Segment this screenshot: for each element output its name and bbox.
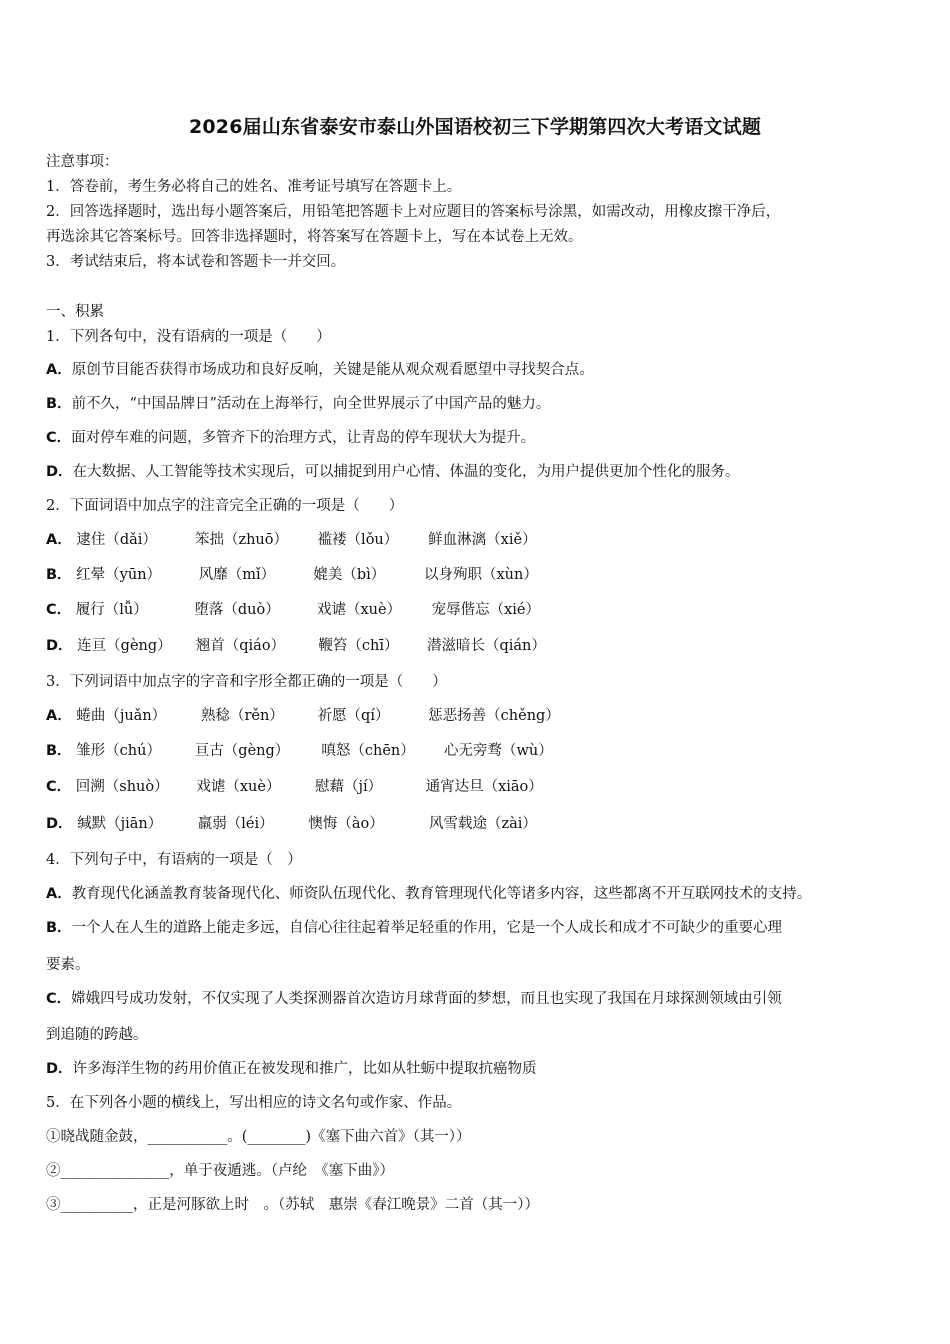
- word: 履行（lǚ）: [75, 602, 148, 618]
- q3-option-c: [46, 777, 543, 797]
- option-label: D．: [46, 464, 73, 480]
- word: 祈愿（qí）: [317, 708, 390, 724]
- question-4-stem: 4．下列句子中，有语病的一项是（ ）: [46, 852, 302, 868]
- option-label: A．: [46, 886, 72, 902]
- option-label: D．: [46, 1061, 73, 1077]
- word: 风靡（mǐ）: [198, 567, 276, 583]
- notice-item-2-cont: 再选涂其它答案标号。回答非选择题时，将答案写在答题卡上，写在本试卷上无效。: [46, 229, 583, 245]
- option-text: 一个人在人生的道路上能走多远，自信心往往起着举足轻重的作用，它是一个人成长和成才不可缺少的重要心理: [71, 920, 783, 936]
- question-5-stem: 5．在下列各小题的横线上，写出相应的诗文名句或作家、作品。: [46, 1095, 462, 1111]
- q1-option-c: [46, 428, 535, 448]
- word: 逮住（dǎi）: [76, 532, 157, 548]
- option-text: 嫦娥四号成功发射，不仅实现了人类探测器首次造访月球背面的梦想，而且也实现了我国在月球探测领域由引领: [71, 991, 782, 1007]
- q4-option-b: [46, 918, 782, 938]
- q4-option-c-cont: 到追随的跨越。: [46, 1027, 148, 1043]
- option-label: C．: [46, 991, 72, 1007]
- notice-item-1: 1．答卷前，考生务必将自己的姓名、准考证号填写在答题卡上。: [46, 179, 462, 195]
- option-text: 许多海洋生物的药用价值正在被发现和推广，比如从牡蛎中提取抗癌物质: [72, 1061, 537, 1077]
- option-text: 前不久，“中国品牌日”活动在上海举行，向全世界展示了中国产品的魅力。: [71, 396, 551, 412]
- question-2-stem: 2．下面词语中加点字的注音完全正确的一项是（ ）: [46, 498, 404, 514]
- word: 慰藉（jí）: [314, 779, 383, 795]
- q3-option-b: [46, 741, 553, 761]
- option-label: D．: [46, 816, 73, 832]
- q1-option-d: [46, 462, 740, 482]
- q2-option-c: [46, 600, 540, 620]
- q2-option-d: [46, 636, 546, 656]
- word: 翘首（qiáo）: [195, 638, 286, 654]
- word: 回溯（shuò）: [75, 779, 169, 795]
- section-heading: 一、积累: [46, 304, 104, 320]
- option-label: B．: [46, 920, 72, 936]
- notice-item-3: 3．考试结束后，将本试卷和答题卡一并交回。: [46, 254, 346, 270]
- word: 连亘（gèng）: [77, 638, 172, 654]
- option-text: 面对停车难的问题，多管齐下的治理方式，让青岛的停车现状大为提升。: [71, 430, 536, 446]
- option-label: C．: [46, 779, 72, 795]
- notice-heading: 注意事项：: [46, 154, 119, 170]
- word: 亘古（gèng）: [194, 743, 290, 759]
- option-label: A．: [46, 708, 72, 724]
- q2-option-b: [46, 565, 538, 585]
- option-label: B．: [46, 396, 72, 412]
- option-label: A．: [46, 362, 72, 378]
- word: 鞭笞（chī）: [318, 638, 399, 654]
- q4-option-a: [46, 884, 811, 904]
- word: 宠辱偕忘（xié）: [431, 602, 540, 618]
- word: 褴褛（lǒu）: [317, 532, 399, 548]
- option-label: A．: [46, 532, 72, 548]
- word: 戏谑（xuè）: [196, 779, 281, 795]
- word: 心无旁骛（wù）: [444, 743, 553, 759]
- q1-option-b: [46, 394, 550, 414]
- q5-item-3: ③__________，正是河豚欲上时 。（苏轼 惠崇《春江晚景》二首（其一））: [46, 1197, 539, 1213]
- word: 惩恶扬善（chěng）: [428, 708, 560, 724]
- q5-item-2: ②_______________，单于夜遁逃。（卢纶 《塞下曲》）: [46, 1163, 394, 1179]
- notice-item-2: 2．回答选择题时，选出每小题答案后，用铅笔把答题卡上对应题目的答案标号涂黑，如需改动，用橡皮擦干净后，: [46, 204, 781, 220]
- option-label: C．: [46, 602, 72, 618]
- word: 懊悔（ào）: [308, 816, 384, 832]
- q1-option-a: [46, 360, 594, 380]
- word: 笨拙（zhuō）: [194, 532, 288, 548]
- q3-option-d: [46, 814, 537, 834]
- question-3-stem: 3．下列词语中加点字的字音和字形全都正确的一项是（ ）: [46, 674, 447, 690]
- word: 以身殉职（xùn）: [424, 567, 538, 583]
- word: 熟稔（rěn）: [200, 708, 284, 724]
- word: 戏谑（xuè）: [316, 602, 402, 618]
- option-label: C．: [46, 430, 72, 446]
- q4-option-d: [46, 1059, 537, 1079]
- word: 堕落（duò）: [194, 602, 280, 618]
- word: 嗔怒（chēn）: [321, 743, 415, 759]
- word: 红晕（yūn）: [76, 567, 162, 583]
- page-title: 2026届山东省泰安市泰山外国语校初三下学期第四次大考语文试题: [188, 116, 762, 138]
- option-text: 教育现代化涵盖教育装备现代化、师资队伍现代化、教育管理现代化等诸多内容，这些都离不开互联网技术的支持。: [71, 886, 812, 902]
- option-label: D．: [46, 638, 73, 654]
- word: 羸弱（léi）: [197, 816, 274, 832]
- word: 鲜血淋漓（xiě）: [428, 532, 537, 548]
- word: 缄默（jiān）: [77, 816, 163, 832]
- word: 风雪载途（zài）: [428, 816, 537, 832]
- word: 蜷曲（juǎn）: [76, 708, 167, 724]
- q4-option-c: [46, 989, 782, 1009]
- option-label: B．: [46, 567, 72, 583]
- q5-item-1: ①晓战随金鼓，___________。(________)《塞下曲六首》（其一））: [46, 1129, 471, 1145]
- option-text: 原创节目能否获得市场成功和良好反响，关键是能从观众观看愿望中寻找契合点。: [71, 362, 594, 378]
- q4-option-b-cont: 要素。: [46, 957, 90, 973]
- q3-option-a: [46, 706, 560, 726]
- option-label: B．: [46, 743, 72, 759]
- q2-option-a: [46, 530, 537, 550]
- word: 通宵达旦（xiāo）: [425, 779, 543, 795]
- word: 媲美（bì）: [313, 567, 386, 583]
- word: 雏形（chú）: [76, 743, 161, 759]
- word: 潜滋暗长（qián）: [426, 638, 546, 654]
- option-text: 在大数据、人工智能等技术实现后，可以捕捉到用户心情、体温的变化，为用户提供更加个性化的服务。: [72, 464, 740, 480]
- question-1-stem: 1．下列各句中，没有语病的一项是（ ）: [46, 329, 331, 345]
